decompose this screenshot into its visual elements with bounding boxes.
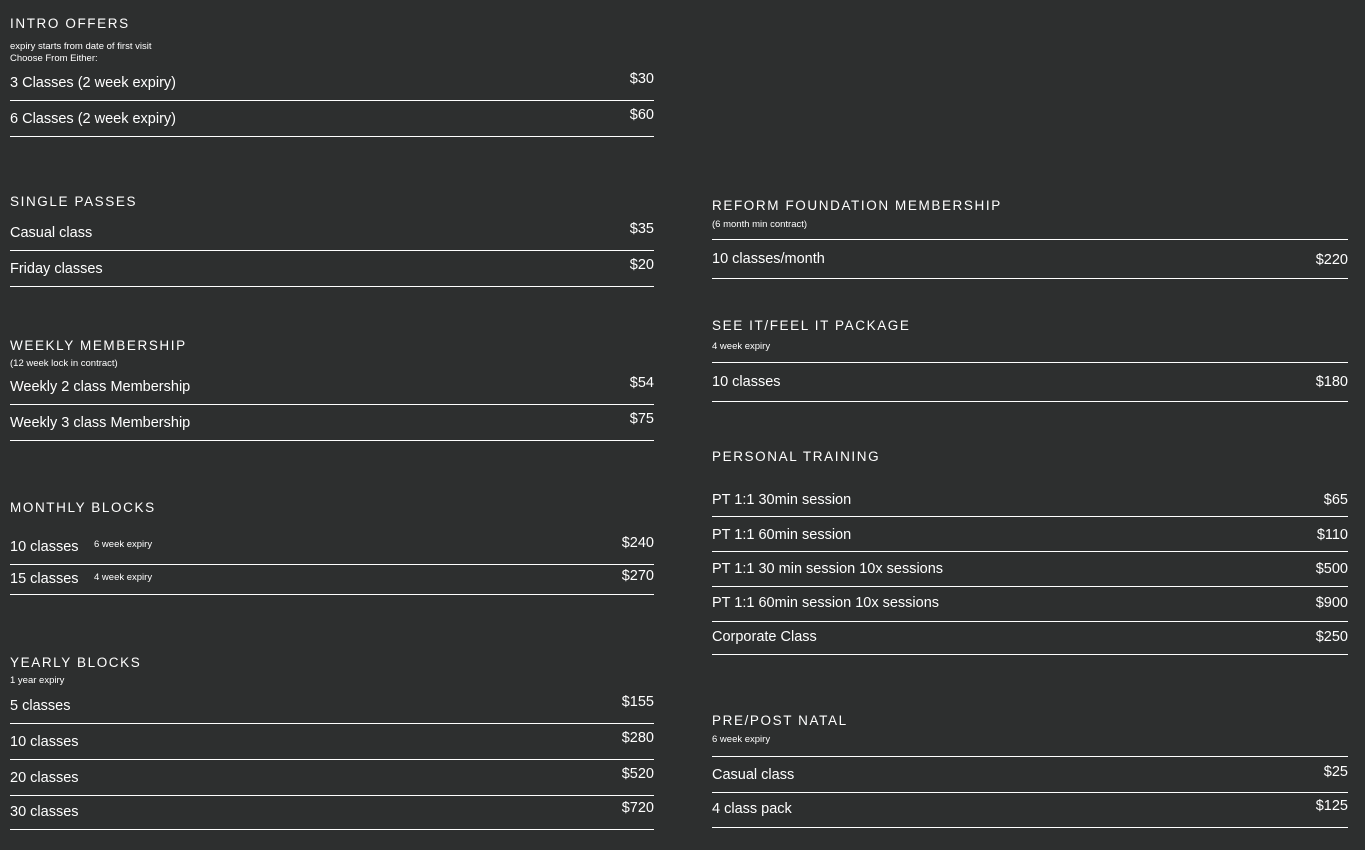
item-name: PT 1:1 30min session	[712, 492, 852, 508]
section-title: REFORM FOUNDATION MEMBERSHIP	[712, 198, 1002, 213]
item-name: 15 classes	[10, 571, 79, 587]
price-row	[712, 757, 1348, 793]
item-price: $500	[1315, 561, 1348, 577]
item-name: 4 class pack	[712, 801, 792, 817]
item-price: $20	[629, 257, 654, 273]
item-price: $155	[621, 694, 654, 710]
item-price: $280	[621, 730, 654, 746]
price-row	[712, 517, 1348, 552]
price-row	[10, 530, 654, 565]
section-title: PRE/POST NATAL	[712, 713, 848, 728]
price-row	[712, 552, 1348, 587]
item-name: 3 Classes (2 week expiry)	[10, 75, 176, 91]
item-price: $75	[629, 411, 654, 427]
section-note: Choose From Either:	[10, 53, 98, 64]
item-price: $180	[1315, 374, 1348, 390]
price-row	[712, 240, 1348, 279]
personal-training-section	[712, 449, 1348, 655]
section-title: WEEKLY MEMBERSHIP	[10, 338, 187, 353]
item-name: Weekly 3 class Membership	[10, 415, 191, 431]
price-row	[712, 622, 1348, 655]
item-price: $35	[629, 221, 654, 237]
section-title: INTRO OFFERS	[10, 16, 130, 31]
price-row	[10, 687, 654, 724]
weekly-membership-section	[10, 338, 654, 441]
section-note: (12 week lock in contract)	[10, 358, 118, 369]
price-row	[712, 480, 1348, 517]
item-price: $900	[1315, 595, 1348, 611]
item-name: Casual class	[712, 767, 795, 783]
price-row	[10, 101, 654, 137]
item-name: Corporate Class	[712, 629, 817, 645]
item-price: $60	[629, 107, 654, 123]
section-title: PERSONAL TRAINING	[712, 449, 881, 464]
item-name: PT 1:1 60min session 10x sessions	[712, 595, 940, 611]
section-note: expiry starts from date of first visit	[10, 41, 152, 52]
price-row	[712, 363, 1348, 402]
item-name: 20 classes	[10, 770, 79, 786]
item-expiry: 6 week expiry	[94, 539, 153, 550]
price-row	[10, 760, 654, 796]
item-price: $220	[1315, 252, 1348, 268]
item-price: $125	[1315, 798, 1348, 814]
item-name: Weekly 2 class Membership	[10, 379, 191, 395]
price-row	[10, 405, 654, 441]
monthly-blocks-section	[10, 500, 654, 595]
single-passes-section	[10, 194, 654, 287]
item-name: PT 1:1 60min session	[712, 527, 852, 543]
item-price: $54	[629, 375, 654, 391]
item-price: $270	[621, 568, 654, 584]
item-price: $520	[621, 766, 654, 782]
item-name: Friday classes	[10, 261, 103, 277]
price-row	[10, 565, 654, 595]
price-row	[712, 793, 1348, 828]
section-title: SEE IT/FEEL IT PACKAGE	[712, 318, 911, 333]
section-title: SINGLE PASSES	[10, 194, 138, 209]
item-name: 5 classes	[10, 698, 71, 714]
item-name: 10 classes	[712, 374, 781, 390]
item-price: $720	[621, 800, 654, 816]
intro-offers-section	[10, 16, 654, 137]
item-name: 10 classes	[10, 734, 79, 750]
item-name: PT 1:1 30 min session 10x sessions	[712, 561, 944, 577]
section-title: MONTHLY BLOCKS	[10, 500, 156, 515]
yearly-blocks-section	[10, 655, 654, 830]
price-row	[10, 724, 654, 760]
section-title: YEARLY BLOCKS	[10, 655, 142, 670]
item-expiry: 4 week expiry	[94, 572, 153, 583]
item-name: 30 classes	[10, 804, 79, 820]
item-price: $65	[1323, 492, 1348, 508]
section-note: (6 month min contract)	[712, 219, 1348, 240]
item-price: $30	[629, 71, 654, 87]
see-it-feel-it-section	[712, 318, 1348, 402]
item-name: 10 classes	[10, 539, 79, 555]
pre-post-natal-section	[712, 713, 1348, 828]
section-note: 1 year expiry	[10, 675, 65, 686]
section-note: 6 week expiry	[712, 734, 1348, 757]
price-row	[10, 251, 654, 287]
item-name: 10 classes/month	[712, 251, 825, 267]
item-price: $25	[1323, 764, 1348, 780]
reform-foundation-section	[712, 198, 1348, 279]
item-name: Casual class	[10, 225, 93, 241]
item-name: 6 Classes (2 week expiry)	[10, 111, 176, 127]
price-row	[10, 796, 654, 830]
item-price: $110	[1316, 527, 1348, 543]
price-row	[10, 217, 654, 251]
item-price: $250	[1315, 629, 1348, 645]
price-row	[10, 370, 654, 405]
item-price: $240	[621, 535, 654, 551]
price-row	[712, 587, 1348, 622]
price-row	[10, 65, 654, 101]
section-note: 4 week expiry	[712, 341, 1348, 363]
